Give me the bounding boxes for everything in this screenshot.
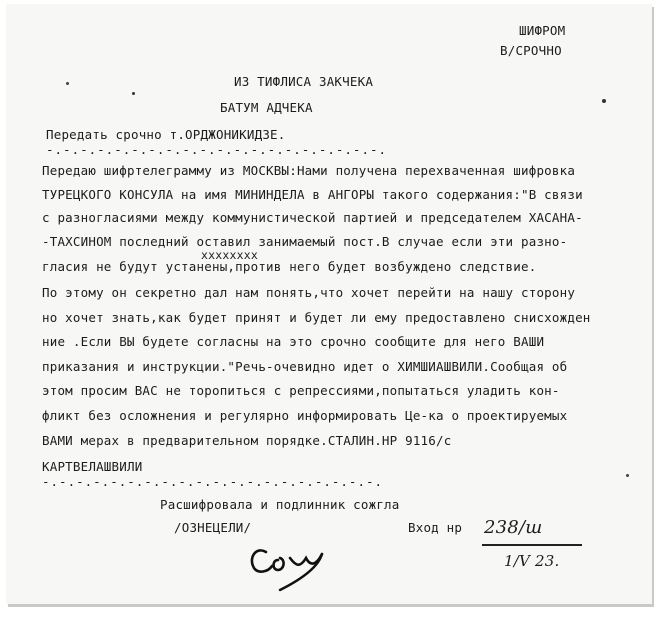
ink-speck	[132, 92, 135, 95]
incoming-number: 238/ш	[484, 517, 543, 538]
incoming-date: 1/V 23.	[504, 552, 560, 570]
body-line-2: ТУРЕЦКОГО КОНСУЛА на имя МИНИНДЕЛА в АНГОРЫ такого содержания:"В связи	[42, 187, 583, 202]
decryptor-name: /ОЗНЕЦЕЛИ/	[174, 520, 252, 535]
body-line-1: Передаю шифртелеграмму из МОСКВЫ:Нами получена перехваченная шифровка	[42, 163, 576, 178]
instruction-line: Передать срочно т.ОРДЖОНИКИДЗЕ.	[46, 127, 286, 142]
body-line-9: приказания и инструкции."Речь-очевидно идет о ХИМШИАШВИЛИ.Сообщая об	[42, 359, 568, 374]
body-line-12: ВАМИ мерах в предварительном порядке.СТАЛИН.НР 9116/с	[42, 433, 452, 448]
body-line-11: фликт без осложнения и регулярно информировать Це-ка о проектируемых	[42, 408, 568, 423]
ink-speck	[602, 99, 606, 103]
handwritten-signature	[244, 536, 364, 596]
sender-name: КАРТВЕЛАШВИЛИ	[42, 459, 143, 474]
decryption-note: Расшифровала и подлинник сожгла	[160, 497, 400, 512]
body-line-7: но хочет знать,как будет принят и будет ли ему предоставлено снисхожден	[42, 310, 591, 325]
overstrike-mark: хххххххх	[201, 248, 258, 262]
routing-to: БАТУМ АДЧЕКА	[220, 100, 313, 115]
incoming-underline	[482, 544, 582, 546]
separator-line: -.-.-.-.-.-.-.-.-.-.-.-.-.-.-.-.-.-.-.-.	[46, 142, 388, 157]
routing-from: ИЗ ТИФЛИСА ЗАКЧЕКА	[234, 74, 374, 89]
document-page	[6, 4, 652, 604]
body-line-8: ние .Если ВЫ будете согласны на это срочно сообщите для него ВАШИ	[42, 334, 545, 349]
body-line-6: По этому он секретно дал нам понять,что хочет перейти на нашу сторону	[42, 285, 576, 300]
ink-speck	[66, 82, 69, 85]
cipher-label: ШИФРОМ	[519, 23, 566, 38]
body-line-5: гласия не будут устанены,против него будет возбуждено следствие.	[42, 259, 537, 274]
sender-underline: -.-.-.-.-.-.-.-.-.-.-.-.-.-.-.-.-.-.-.-.	[42, 474, 384, 489]
body-line-4: -ТАХСИНОМ последний оставил занимаемый пост.В случае если эти разно-	[42, 234, 568, 249]
body-line-10: этом просим ВАС не торопиться с репрессиями,попытаться уладить кон-	[42, 383, 560, 398]
incoming-label: Вход нр	[408, 520, 463, 535]
urgency-label: В/СРОЧНО	[500, 43, 562, 58]
body-line-3: с разногласиями между коммунистической партией и председателем ХАСАНА-	[42, 210, 583, 225]
ink-speck	[626, 474, 629, 477]
